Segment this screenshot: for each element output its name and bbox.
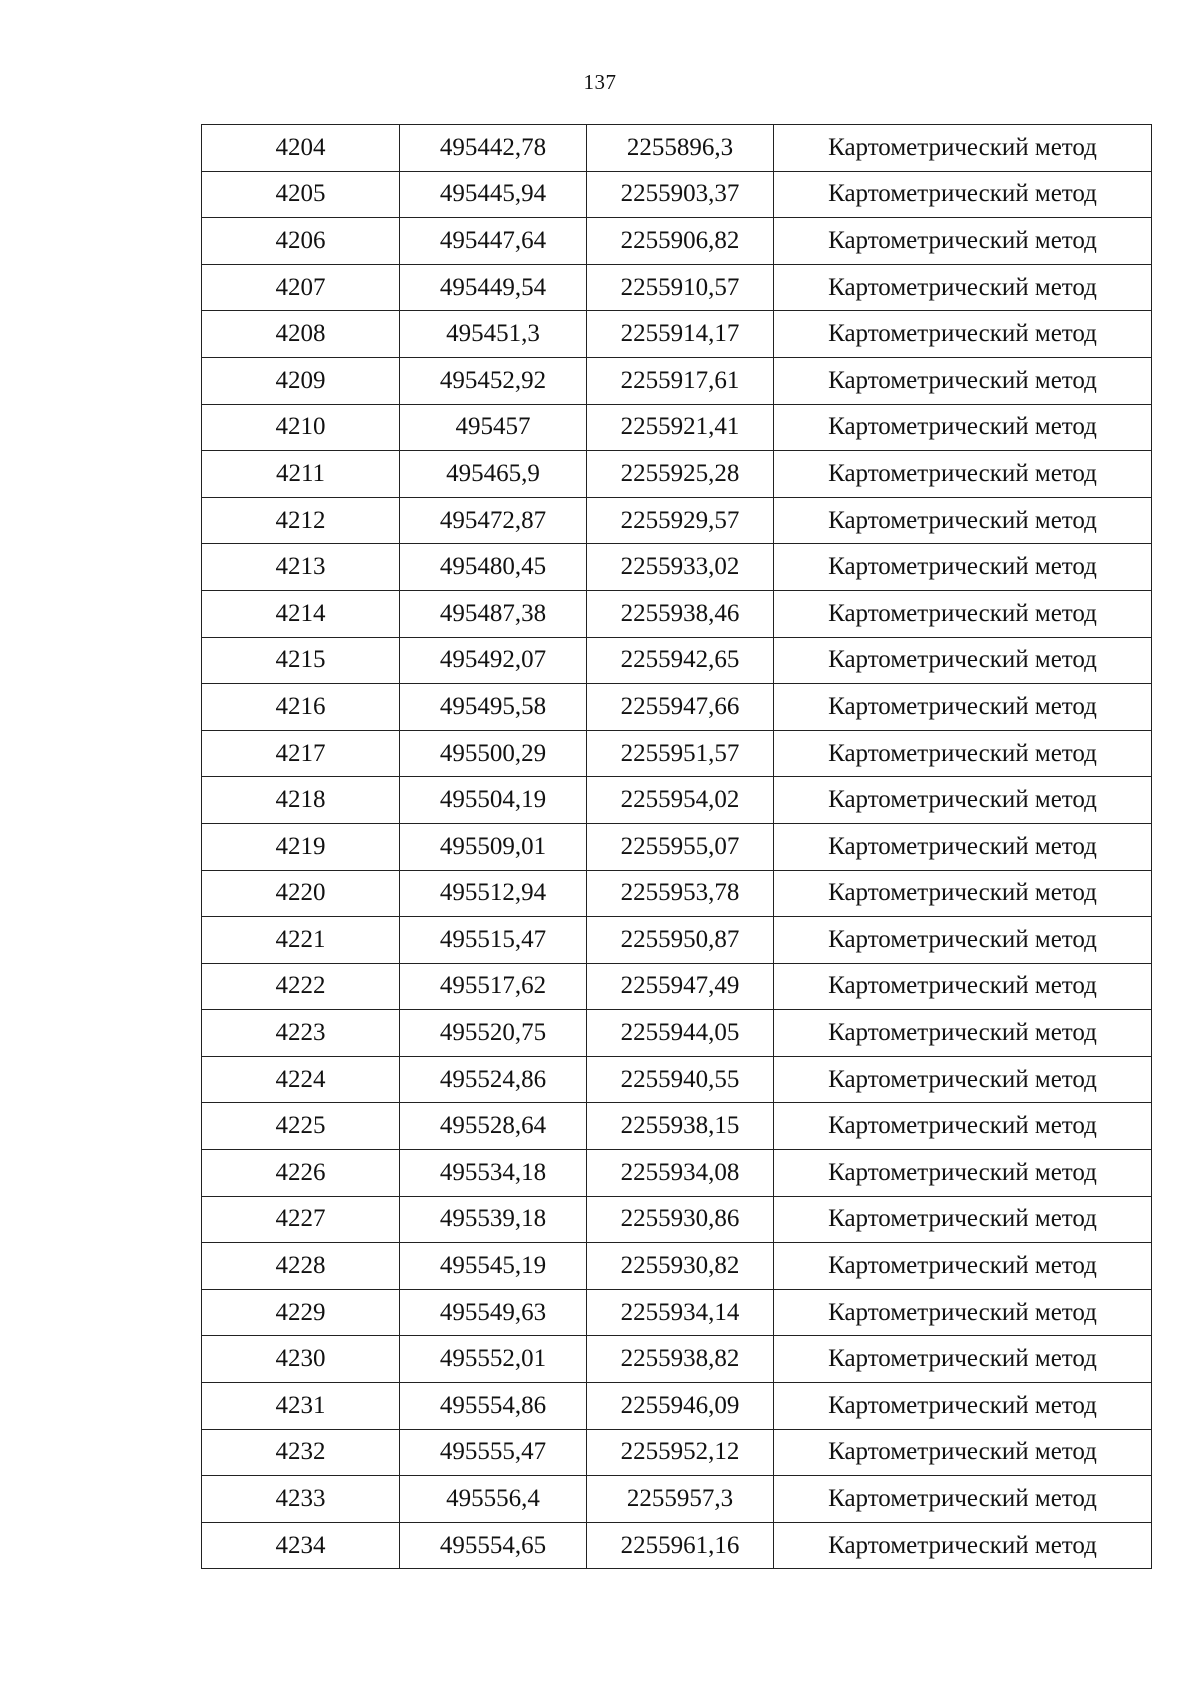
point-number-cell: 4224	[202, 1056, 400, 1103]
y-coordinate-cell: 2255938,15	[587, 1103, 774, 1150]
y-coordinate-cell: 2255940,55	[587, 1056, 774, 1103]
x-coordinate-cell: 495451,3	[400, 311, 587, 358]
table-row	[202, 1383, 1152, 1430]
method-cell: Картометрический метод	[774, 311, 1152, 358]
table-row	[202, 590, 1152, 637]
table-row	[202, 1522, 1152, 1569]
x-coordinate-cell: 495515,47	[400, 917, 587, 964]
table-row	[202, 1429, 1152, 1476]
table-row	[202, 684, 1152, 731]
x-coordinate-cell: 495524,86	[400, 1056, 587, 1103]
x-coordinate-cell: 495445,94	[400, 171, 587, 218]
point-number-cell: 4216	[202, 684, 400, 731]
y-coordinate-cell: 2255950,87	[587, 917, 774, 964]
method-cell: Картометрический метод	[774, 1103, 1152, 1150]
x-coordinate-cell: 495480,45	[400, 544, 587, 591]
point-number-cell: 4210	[202, 404, 400, 451]
point-number-cell: 4213	[202, 544, 400, 591]
x-coordinate-cell: 495534,18	[400, 1150, 587, 1197]
point-number-cell: 4233	[202, 1476, 400, 1523]
method-cell: Картометрический метод	[774, 1150, 1152, 1197]
method-cell: Картометрический метод	[774, 1196, 1152, 1243]
method-cell: Картометрический метод	[774, 1383, 1152, 1430]
method-cell: Картометрический метод	[774, 1429, 1152, 1476]
table-row	[202, 1103, 1152, 1150]
table-row	[202, 125, 1152, 172]
method-cell: Картометрический метод	[774, 125, 1152, 172]
method-cell: Картометрический метод	[774, 1522, 1152, 1569]
x-coordinate-cell: 495554,65	[400, 1522, 587, 1569]
y-coordinate-cell: 2255957,3	[587, 1476, 774, 1523]
x-coordinate-cell: 495549,63	[400, 1289, 587, 1336]
x-coordinate-cell: 495472,87	[400, 497, 587, 544]
point-number-cell: 4206	[202, 218, 400, 265]
point-number-cell: 4214	[202, 590, 400, 637]
y-coordinate-cell: 2255944,05	[587, 1010, 774, 1057]
table-row	[202, 730, 1152, 777]
method-cell: Картометрический метод	[774, 264, 1152, 311]
method-cell: Картометрический метод	[774, 590, 1152, 637]
method-cell: Картометрический метод	[774, 497, 1152, 544]
table-row	[202, 777, 1152, 824]
x-coordinate-cell: 495556,4	[400, 1476, 587, 1523]
point-number-cell: 4234	[202, 1522, 400, 1569]
y-coordinate-cell: 2255954,02	[587, 777, 774, 824]
point-number-cell: 4204	[202, 125, 400, 172]
method-cell: Картометрический метод	[774, 218, 1152, 265]
y-coordinate-cell: 2255953,78	[587, 870, 774, 917]
method-cell: Картометрический метод	[774, 823, 1152, 870]
x-coordinate-cell: 495449,54	[400, 264, 587, 311]
y-coordinate-cell: 2255955,07	[587, 823, 774, 870]
y-coordinate-cell: 2255930,86	[587, 1196, 774, 1243]
method-cell: Картометрический метод	[774, 1056, 1152, 1103]
x-coordinate-cell: 495487,38	[400, 590, 587, 637]
point-number-cell: 4209	[202, 357, 400, 404]
page-number: 137	[583, 70, 617, 94]
point-number-cell: 4222	[202, 963, 400, 1010]
point-number-cell: 4231	[202, 1383, 400, 1430]
method-cell: Картометрический метод	[774, 404, 1152, 451]
table-row	[202, 1150, 1152, 1197]
point-number-cell: 4226	[202, 1150, 400, 1197]
table-row	[202, 171, 1152, 218]
x-coordinate-cell: 495555,47	[400, 1429, 587, 1476]
x-coordinate-cell: 495552,01	[400, 1336, 587, 1383]
x-coordinate-cell: 495465,9	[400, 451, 587, 498]
table-row	[202, 264, 1152, 311]
method-cell: Картометрический метод	[774, 171, 1152, 218]
method-cell: Картометрический метод	[774, 777, 1152, 824]
table-row	[202, 1056, 1152, 1103]
point-number-cell: 4217	[202, 730, 400, 777]
y-coordinate-cell: 2255934,08	[587, 1150, 774, 1197]
y-coordinate-cell: 2255952,12	[587, 1429, 774, 1476]
point-number-cell: 4220	[202, 870, 400, 917]
table-row	[202, 637, 1152, 684]
x-coordinate-cell: 495539,18	[400, 1196, 587, 1243]
table-row	[202, 1289, 1152, 1336]
y-coordinate-cell: 2255930,82	[587, 1243, 774, 1290]
y-coordinate-cell: 2255946,09	[587, 1383, 774, 1430]
x-coordinate-cell: 495520,75	[400, 1010, 587, 1057]
x-coordinate-cell: 495500,29	[400, 730, 587, 777]
y-coordinate-cell: 2255933,02	[587, 544, 774, 591]
y-coordinate-cell: 2255925,28	[587, 451, 774, 498]
point-number-cell: 4212	[202, 497, 400, 544]
y-coordinate-cell: 2255934,14	[587, 1289, 774, 1336]
point-number-cell: 4219	[202, 823, 400, 870]
point-number-cell: 4232	[202, 1429, 400, 1476]
x-coordinate-cell: 495509,01	[400, 823, 587, 870]
coordinates-table	[201, 124, 1152, 1569]
point-number-cell: 4207	[202, 264, 400, 311]
table-row	[202, 544, 1152, 591]
method-cell: Картометрический метод	[774, 870, 1152, 917]
table-row	[202, 311, 1152, 358]
table-row	[202, 357, 1152, 404]
table-row	[202, 497, 1152, 544]
y-coordinate-cell: 2255903,37	[587, 171, 774, 218]
point-number-cell: 4205	[202, 171, 400, 218]
x-coordinate-cell: 495495,58	[400, 684, 587, 731]
x-coordinate-cell: 495442,78	[400, 125, 587, 172]
method-cell: Картометрический метод	[774, 917, 1152, 964]
method-cell: Картометрический метод	[774, 1336, 1152, 1383]
y-coordinate-cell: 2255896,3	[587, 125, 774, 172]
point-number-cell: 4229	[202, 1289, 400, 1336]
y-coordinate-cell: 2255938,82	[587, 1336, 774, 1383]
y-coordinate-cell: 2255929,57	[587, 497, 774, 544]
point-number-cell: 4223	[202, 1010, 400, 1057]
x-coordinate-cell: 495452,92	[400, 357, 587, 404]
table-row	[202, 1336, 1152, 1383]
x-coordinate-cell: 495545,19	[400, 1243, 587, 1290]
point-number-cell: 4230	[202, 1336, 400, 1383]
table-row	[202, 963, 1152, 1010]
y-coordinate-cell: 2255951,57	[587, 730, 774, 777]
x-coordinate-cell: 495512,94	[400, 870, 587, 917]
table-row	[202, 404, 1152, 451]
point-number-cell: 4215	[202, 637, 400, 684]
table-row	[202, 1010, 1152, 1057]
method-cell: Картометрический метод	[774, 963, 1152, 1010]
table-row	[202, 451, 1152, 498]
point-number-cell: 4228	[202, 1243, 400, 1290]
table-row	[202, 218, 1152, 265]
y-coordinate-cell: 2255917,61	[587, 357, 774, 404]
point-number-cell: 4221	[202, 917, 400, 964]
table-row	[202, 870, 1152, 917]
x-coordinate-cell: 495517,62	[400, 963, 587, 1010]
y-coordinate-cell: 2255921,41	[587, 404, 774, 451]
x-coordinate-cell: 495504,19	[400, 777, 587, 824]
table-row	[202, 823, 1152, 870]
x-coordinate-cell: 495447,64	[400, 218, 587, 265]
y-coordinate-cell: 2255942,65	[587, 637, 774, 684]
y-coordinate-cell: 2255947,49	[587, 963, 774, 1010]
method-cell: Картометрический метод	[774, 730, 1152, 777]
y-coordinate-cell: 2255910,57	[587, 264, 774, 311]
y-coordinate-cell: 2255947,66	[587, 684, 774, 731]
x-coordinate-cell: 495457	[400, 404, 587, 451]
coordinates-table-body	[202, 125, 1152, 1569]
method-cell: Картометрический метод	[774, 1476, 1152, 1523]
point-number-cell: 4218	[202, 777, 400, 824]
x-coordinate-cell: 495492,07	[400, 637, 587, 684]
point-number-cell: 4208	[202, 311, 400, 358]
table-row	[202, 1476, 1152, 1523]
point-number-cell: 4211	[202, 451, 400, 498]
point-number-cell: 4225	[202, 1103, 400, 1150]
method-cell: Картометрический метод	[774, 684, 1152, 731]
y-coordinate-cell: 2255906,82	[587, 218, 774, 265]
y-coordinate-cell: 2255961,16	[587, 1522, 774, 1569]
method-cell: Картометрический метод	[774, 357, 1152, 404]
method-cell: Картометрический метод	[774, 637, 1152, 684]
y-coordinate-cell: 2255938,46	[587, 590, 774, 637]
table-row	[202, 917, 1152, 964]
method-cell: Картометрический метод	[774, 544, 1152, 591]
method-cell: Картометрический метод	[774, 1243, 1152, 1290]
table-row	[202, 1196, 1152, 1243]
x-coordinate-cell: 495554,86	[400, 1383, 587, 1430]
method-cell: Картометрический метод	[774, 451, 1152, 498]
method-cell: Картометрический метод	[774, 1010, 1152, 1057]
point-number-cell: 4227	[202, 1196, 400, 1243]
x-coordinate-cell: 495528,64	[400, 1103, 587, 1150]
y-coordinate-cell: 2255914,17	[587, 311, 774, 358]
table-row	[202, 1243, 1152, 1290]
method-cell: Картометрический метод	[774, 1289, 1152, 1336]
